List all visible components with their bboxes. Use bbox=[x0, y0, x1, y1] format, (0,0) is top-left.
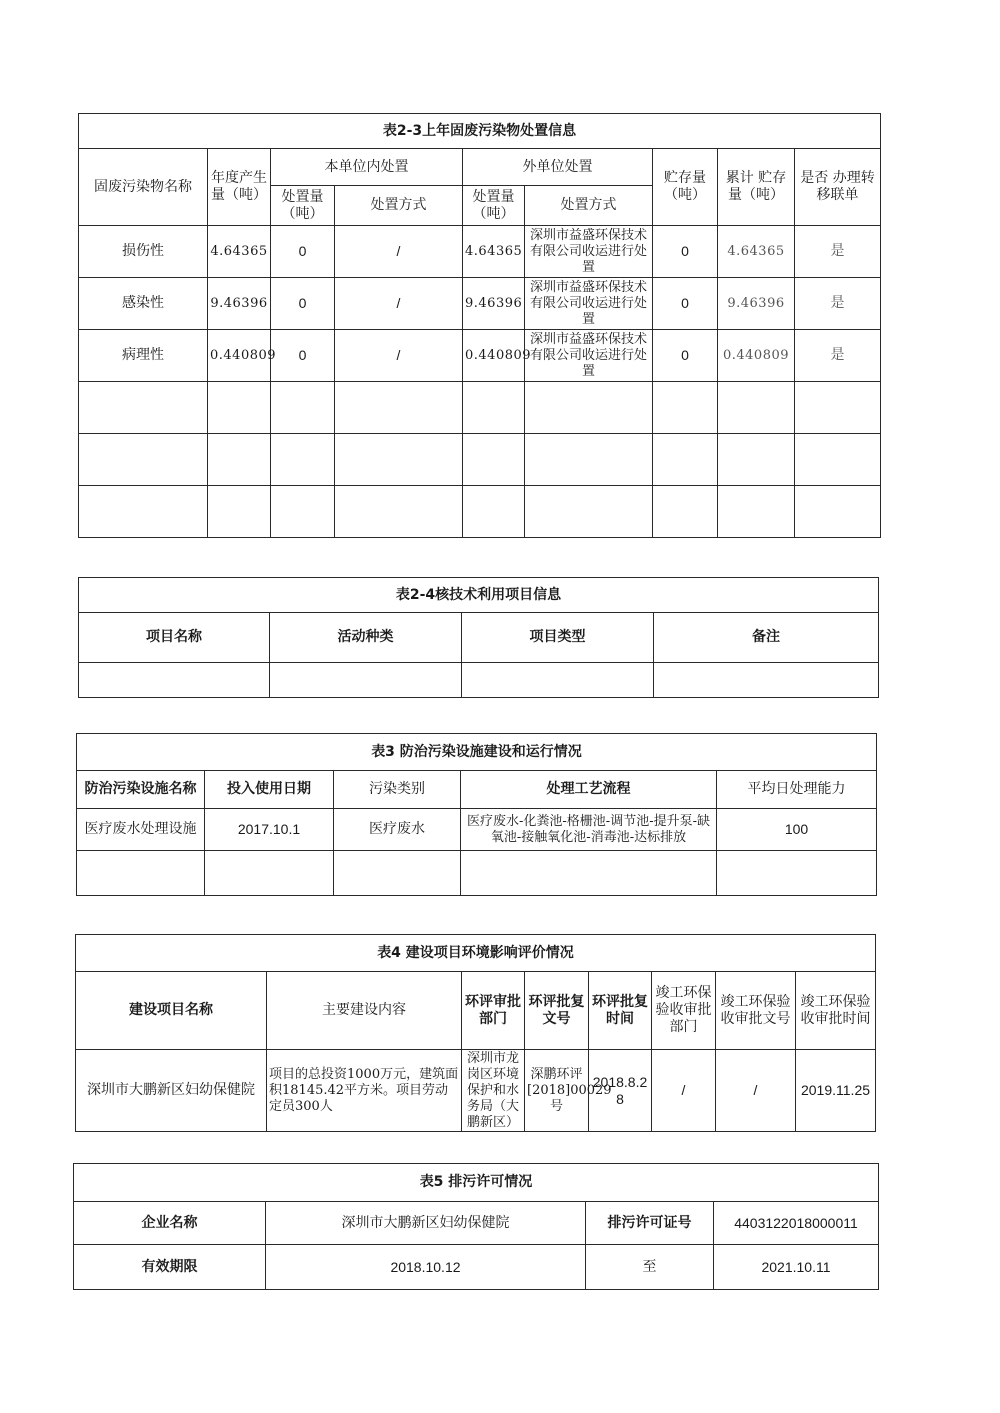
empty-row bbox=[79, 382, 881, 434]
pollution-category: 医疗废水 bbox=[334, 809, 461, 851]
header-daily-capacity: 平均日处理能力 bbox=[717, 771, 877, 809]
validity-label: 有效期限 bbox=[74, 1245, 266, 1290]
start-date: 2017.10.1 bbox=[205, 809, 334, 851]
internal-amount: 0 bbox=[271, 278, 335, 330]
table-row bbox=[79, 226, 881, 278]
header-facility-name: 防治污染设施名称 bbox=[77, 771, 205, 809]
header-transfer-form: 是否 办理转移联单 bbox=[795, 149, 881, 226]
table-discharge-permit bbox=[73, 1163, 879, 1290]
table-caption: 表5 排污许可情况 bbox=[74, 1164, 879, 1202]
facility-name: 医疗废水处理设施 bbox=[77, 809, 205, 851]
cumulative-storage: 0.440809 bbox=[718, 330, 795, 382]
transfer-form: 是 bbox=[795, 278, 881, 330]
header-external-disposal: 外单位处置 bbox=[463, 149, 653, 186]
internal-method: / bbox=[335, 330, 463, 382]
header-internal-method: 处置方式 bbox=[335, 186, 463, 226]
transfer-form: 是 bbox=[795, 226, 881, 278]
table-row bbox=[76, 1050, 876, 1132]
header-start-date: 投入使用日期 bbox=[205, 771, 334, 809]
header-internal-amount: 处置量（吨） bbox=[271, 186, 335, 226]
table-row bbox=[79, 278, 881, 330]
eia-dept: 深圳市龙岗区环境保护和水务局（大鹏新区） bbox=[462, 1050, 525, 1132]
cumulative-storage: 4.64365 bbox=[718, 226, 795, 278]
header-remarks: 备注 bbox=[654, 613, 879, 663]
table-row bbox=[79, 330, 881, 382]
acceptance-date: 2019.11.25 bbox=[796, 1050, 876, 1132]
validity-to-label: 至 bbox=[586, 1245, 714, 1290]
main-content: 项目的总投资1000万元，建筑面积18145.42平方米。项目劳动定员300人 bbox=[267, 1050, 462, 1132]
company-name-label: 企业名称 bbox=[74, 1202, 266, 1245]
header-main-content: 主要建设内容 bbox=[267, 972, 462, 1050]
header-pollution-category: 污染类别 bbox=[334, 771, 461, 809]
empty-row bbox=[77, 851, 877, 896]
external-method: 深圳市益盛环保技术有限公司收运进行处置 bbox=[525, 278, 653, 330]
header-acceptance-dept: 竣工环保验收审批部门 bbox=[652, 972, 716, 1050]
header-acceptance-date: 竣工环保验收审批时间 bbox=[796, 972, 876, 1050]
storage-amount: 0 bbox=[653, 330, 718, 382]
header-project-name: 项目名称 bbox=[79, 613, 270, 663]
table-eia-status bbox=[75, 934, 876, 1132]
empty-row bbox=[79, 663, 879, 698]
eia-doc-no: 深鹏环评[2018]00029号 bbox=[525, 1050, 589, 1132]
table-caption: 表2-3上年固废污染物处置信息 bbox=[79, 114, 881, 149]
internal-method: / bbox=[335, 226, 463, 278]
header-project-type: 项目类型 bbox=[462, 613, 654, 663]
header-annual-amount: 年度产生量（吨） bbox=[208, 149, 271, 226]
header-internal-disposal: 本单位内处置 bbox=[271, 149, 463, 186]
storage-amount: 0 bbox=[653, 226, 718, 278]
empty-row bbox=[79, 434, 881, 486]
table-caption: 表4 建设项目环境影响评价情况 bbox=[76, 935, 876, 972]
internal-method: / bbox=[335, 278, 463, 330]
validity-start: 2018.10.12 bbox=[266, 1245, 586, 1290]
table-nuclear-technology bbox=[78, 577, 879, 698]
empty-row bbox=[79, 486, 881, 538]
annual-amount: 4.64365 bbox=[208, 226, 271, 278]
waste-name: 感染性 bbox=[79, 278, 208, 330]
eia-date: 2018.8.28 bbox=[589, 1050, 652, 1132]
table-pollution-facilities bbox=[76, 733, 877, 896]
header-project-name: 建设项目名称 bbox=[76, 972, 267, 1050]
header-eia-doc-no: 环评批复文号 bbox=[525, 972, 589, 1050]
header-eia-dept: 环评审批部门 bbox=[462, 972, 525, 1050]
process-flow: 医疗废水-化粪池-格栅池-调节池-提升泵-缺氧池-接触氧化池-消毒池-达标排放 bbox=[461, 809, 717, 851]
table-row bbox=[77, 809, 877, 851]
permit-number-label: 排污许可证号 bbox=[586, 1202, 714, 1245]
storage-amount: 0 bbox=[653, 278, 718, 330]
annual-amount: 0.440809 bbox=[208, 330, 271, 382]
daily-capacity: 100 bbox=[717, 809, 877, 851]
table-caption: 表3 防治污染设施建设和运行情况 bbox=[77, 734, 877, 771]
waste-name: 损伤性 bbox=[79, 226, 208, 278]
header-activity-type: 活动种类 bbox=[270, 613, 462, 663]
acceptance-dept: / bbox=[652, 1050, 716, 1132]
header-cumulative-storage: 累计 贮存量（吨） bbox=[718, 149, 795, 226]
external-amount: 4.64365 bbox=[463, 226, 525, 278]
permit-number: 4403122018000011 bbox=[714, 1202, 879, 1245]
table-caption: 表2-4核技术利用项目信息 bbox=[79, 578, 879, 613]
external-amount: 0.440809 bbox=[463, 330, 525, 382]
header-external-amount: 处置量（吨） bbox=[463, 186, 525, 226]
project-name: 深圳市大鹏新区妇幼保健院 bbox=[76, 1050, 267, 1132]
waste-name: 病理性 bbox=[79, 330, 208, 382]
company-name: 深圳市大鹏新区妇幼保健院 bbox=[266, 1202, 586, 1245]
annual-amount: 9.46396 bbox=[208, 278, 271, 330]
header-process-flow: 处理工艺流程 bbox=[461, 771, 717, 809]
cumulative-storage: 9.46396 bbox=[718, 278, 795, 330]
header-acceptance-doc-no: 竣工环保验收审批文号 bbox=[716, 972, 796, 1050]
header-storage: 贮存量（吨） bbox=[653, 149, 718, 226]
external-method: 深圳市益盛环保技术有限公司收运进行处置 bbox=[525, 226, 653, 278]
header-external-method: 处置方式 bbox=[525, 186, 653, 226]
header-eia-date: 环评批复时间 bbox=[589, 972, 652, 1050]
external-method: 深圳市益盛环保技术有限公司收运进行处置 bbox=[525, 330, 653, 382]
header-waste-name: 固废污染物名称 bbox=[79, 149, 208, 226]
internal-amount: 0 bbox=[271, 226, 335, 278]
table-solid-waste-disposal bbox=[78, 113, 881, 538]
internal-amount: 0 bbox=[271, 330, 335, 382]
acceptance-doc-no: / bbox=[716, 1050, 796, 1132]
validity-end: 2021.10.11 bbox=[714, 1245, 879, 1290]
external-amount: 9.46396 bbox=[463, 278, 525, 330]
transfer-form: 是 bbox=[795, 330, 881, 382]
